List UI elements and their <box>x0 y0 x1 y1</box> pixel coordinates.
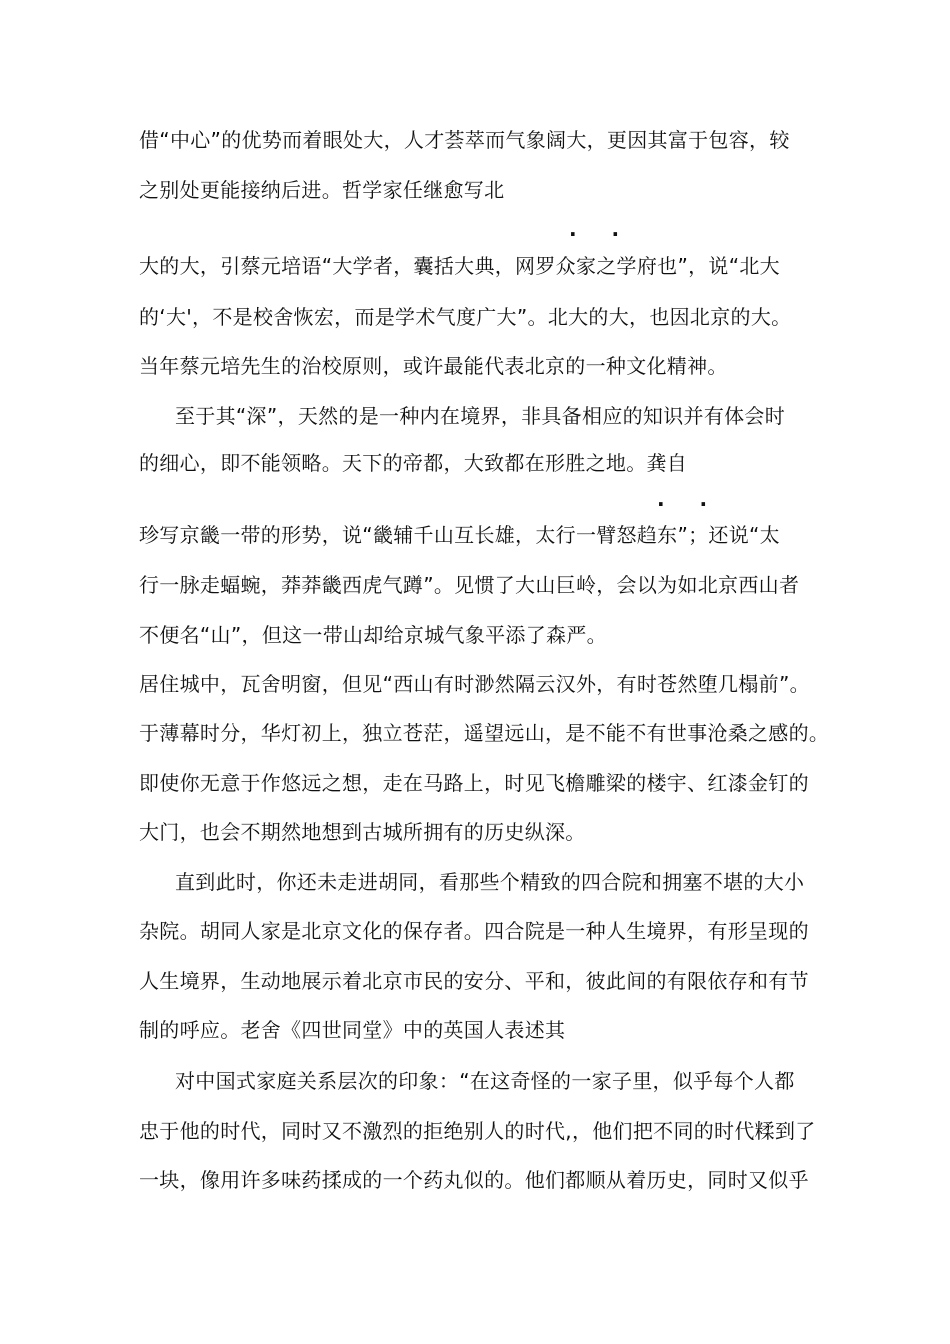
text-line-18: 制的呼应。老舍《四世同堂》中的英国人表述其 <box>139 1018 566 1042</box>
text-line-12: 于薄幕时分，华灯初上，独立苍茫，遥望远山，是不能不有世事沧桑之感的。 <box>139 721 830 745</box>
text-line-19: 对中国式家庭关系层次的印象：“在这奇怪的一家子里，似乎每个人都 <box>175 1069 795 1093</box>
text-line-14: 大门，也会不期然地想到古城所拥有的历史纵深。 <box>139 820 586 844</box>
text-line-20: 忠于他的时代，同时又不激烈的拒绝别人的时代,，他们把不同的时代糅到了 <box>139 1119 816 1143</box>
text-line-1: 借“中心”的优势而着眼处大，人才荟萃而气象阔大，更因其富于包容，较 <box>139 128 790 152</box>
text-line-9: 行一脉走蝠蜿，莽莽畿西虎气蹲”。见惯了大山巨岭，会以为如北京西山者 <box>139 573 800 597</box>
text-line-13: 即使你无意于作悠远之想，走在马路上，时见飞檐雕梁的楼宇、红漆金钉的 <box>139 771 809 795</box>
text-line-17: 人生境界，生动地展示着北京市民的安分、平和，彼此间的有限依存和有节 <box>139 969 809 993</box>
text-line-7: 的细心，即不能领略。天下的帝都，大致都在形胜之地。龚自 <box>139 451 688 475</box>
text-line-6: 至于其“深”，天然的是一种内在境界，非具备相应的知识并有体会时 <box>175 404 786 428</box>
text-line-8: 珍写京畿一带的形势，说“畿辅千山互长雄，太行一臂怒趋东”；还说“太 <box>139 523 780 547</box>
emphasis-dots-2: . . <box>657 487 722 511</box>
emphasis-dots-1: . . <box>569 217 634 241</box>
text-line-3: 大的大，引蔡元培语“大学者，囊括大典，网罗众家之学府也”，说“北大 <box>139 254 780 278</box>
text-line-11: 居住城中，瓦舍明窗，但见“西山有时渺然隔云汉外，有时苍然堕几榻前”。 <box>139 672 810 696</box>
text-line-10: 不便名“山”，但这一带山却给京城气象平添了森严。 <box>139 623 607 647</box>
text-line-5: 当年蔡元培先生的治校原则，或许最能代表北京的一种文化精神。 <box>139 354 728 378</box>
text-line-16: 杂院。胡同人家是北京文化的保存者。四合院是一种人生境界，有形呈现的 <box>139 919 809 943</box>
text-line-2: 之别处更能接纳后进。哲学家任继愈写北 <box>139 178 505 202</box>
text-line-21: 一块，像用许多味药揉成的一个药丸似的。他们都顺从着历史，同时又似乎 <box>139 1168 809 1192</box>
text-line-4: 的‘大'，不是校舍恢宏，而是学术气度广大”。北大的大，也因北京的大。 <box>139 305 792 329</box>
text-line-15: 直到此时，你还未走进胡同，看那些个精致的四合院和拥塞不堪的大小 <box>175 870 805 894</box>
